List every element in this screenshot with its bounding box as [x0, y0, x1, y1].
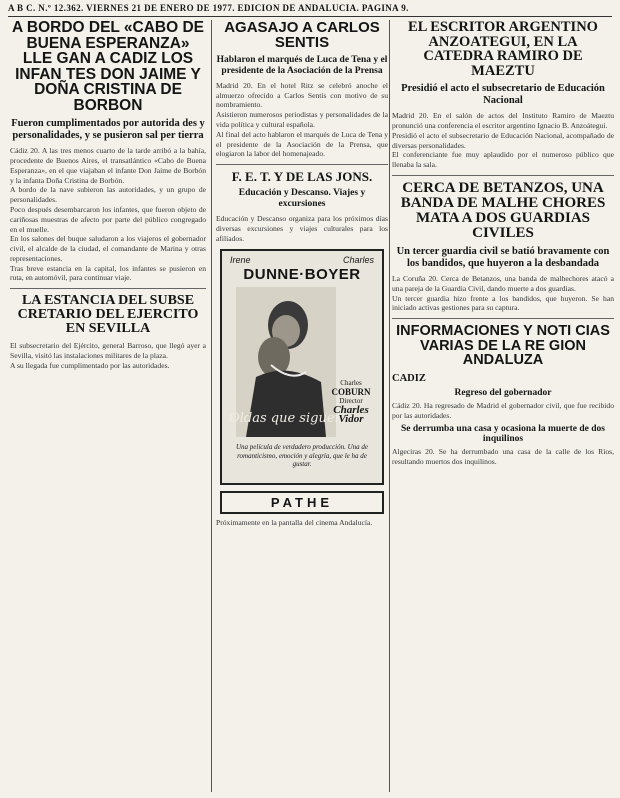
divider — [392, 318, 614, 319]
headline-cabo-buena-esperanza: A BORDO DEL «CABO DE BUENA ESPERANZA» LLE GAN A CADIZ LOS INFAN TES DON JAIME Y DOÑA CRISTINA DE BORBON — [11, 19, 205, 114]
paragraph: Madrid 20. En el salón de actos del Instituto Ramiro de Maeztu pronunció una conferencia el escritor argentino Ignacio B. Anzoátegui. — [392, 111, 614, 130]
paragraph: Educación y Descanso organiza para los próximos días diversas excursiones y viajes culturales para los afiliados. — [216, 214, 388, 243]
ad-director-label: Director — [339, 397, 363, 406]
ad-director: Charles Vidor — [333, 404, 369, 426]
paragraph: Tras breve estancia en la capital, los infantes se pusieron en ruta, en automóvil, para continuar viaje. — [10, 263, 206, 283]
paragraph: En los salones del buque saludaron a los viajeros el gobernador civil, el alcalde de la ciudad, el comandante de Marina y otras representaciones. — [10, 234, 206, 263]
paragraph: Próximamente en la pantalla del cinema Andalucía. — [216, 518, 373, 528]
column-divider — [389, 20, 390, 792]
ad-poster-illustration — [229, 287, 343, 437]
paragraph: La Coruña 20. Cerca de Betanzos, una banda de malhechores atacó a una pareja de la Guardia Civil, dando muerte a dos guardias. — [392, 274, 614, 293]
paragraph: Cádiz 20. A las tres menos cuarto de la tarde arribó a la bahía, procedente de Buenos Aires, el transatlántico «Cabo de Buena Esperanza», en el que viajaban el infante Don Jaime de Borbón y la infanta Doña Cristina de Borbón. — [10, 146, 206, 185]
paragraph: Algeciras 20. Se ha derrumbado una casa de la calle de los Ríos, resultando muertos dos inquilinos. — [392, 447, 614, 467]
subheadline: Presidió el acto el subsecretario de Educación Nacional — [401, 83, 605, 107]
subheadline: Educación y Descanso. Viajes y excursiones — [238, 188, 366, 210]
article-body — [216, 81, 388, 159]
headline-subsecretario: LA ESTANCIA DEL SUBSE CRETARIO DEL EJERCITO EN SEVILLA — [17, 293, 199, 337]
paragraph: El conferenciante fue muy aplaudido por el numeroso público que llenaba la sala. — [392, 150, 614, 170]
paragraph: El subsecretario del Ejército, general Barroso, que llegó ayer a Sevilla, visitó las instalaciones militares de la plaza. — [10, 341, 206, 361]
column-1 — [10, 20, 206, 792]
article-body — [216, 518, 388, 528]
paragraph: Asistieron numerosos periodistas y personalidades de la vida política y cultural española. — [216, 110, 388, 130]
column-divider — [211, 20, 212, 792]
article-body — [392, 111, 614, 170]
column-2 — [216, 20, 388, 792]
article-body — [392, 274, 614, 313]
paragraph: Madrid 20. En el hotel Ritz se celebró anoche el almuerzo ofrecido a Carlos Sentís con motivo de su nombramiento. — [216, 80, 388, 110]
paragraph: Poco después desembarcaron los infantes, que fueron objeto de cariñosas muestras de afecto por parte del público congregado en el muelle. — [10, 204, 206, 234]
headline-fet-jons: F. E. T. Y DE LAS JONS. — [231, 169, 373, 185]
column-3 — [392, 20, 614, 792]
paragraph: A su llegada fue cumplimentado por las autoridades. — [10, 360, 170, 370]
paragraph: Un tercer guardia hizo frente a los bandidos, que huyeron. Se han iniciado activas gestiones para su captura. — [392, 293, 614, 313]
divider — [216, 164, 388, 165]
ad-blurb: Una película de verdadero producción. Una de romanticismo, emoción y alegría, que le ha de gustar. — [236, 443, 368, 469]
ad-credits — [326, 379, 376, 424]
divider — [392, 175, 614, 176]
paragraph: A bordo de la nave subieron las autoridades, y un grupo de personalidades. — [10, 185, 206, 205]
divider — [10, 288, 206, 289]
ad-top-names — [230, 255, 374, 265]
ad-co-star: COBURN — [331, 387, 371, 398]
paragraph: Cádiz 20. Ha regresado de Madrid el gobernador civil, que fue recibido por las autoridades. — [392, 400, 614, 420]
place-label: CADIZ — [392, 372, 426, 384]
article-body — [392, 401, 614, 421]
subheadline: Hablaron el marqués de Luca de Tena y el presidente de la Asociación de la Prensa — [216, 55, 388, 76]
movie-advertisement — [220, 249, 384, 485]
article-body — [10, 146, 206, 283]
headline-anzoategui: EL ESCRITOR ARGENTINO ANZOATEGUI, EN LA CATEDRA RAMIRO DE MAEZTU — [408, 19, 598, 79]
paragraph: Presidió el acto el subsecretario de Educación Nacional, acompañado de diversas personalidades. — [392, 130, 614, 150]
article-body — [216, 214, 388, 243]
article-body — [392, 447, 614, 467]
ad-star-label: Charles — [340, 379, 362, 388]
subheadline: Regreso del gobernador — [454, 387, 552, 398]
headline-region-andaluza: INFORMACIONES Y NOTI CIAS VARIAS DE LA RE GION ANDALUZA — [396, 323, 610, 369]
headline-betanzos: CERCA DE BETANZOS, UNA BANDA DE MALHE CHORES MATA A DOS GUARDIAS CIVILES — [400, 179, 606, 241]
headline-agasajo: AGASAJO A CARLOS SENTIS — [224, 19, 380, 51]
page-header: A B C. N.º 12.362. VIERNES 21 DE ENERO DE 1977. EDICION DE ANDALUCIA. PAGINA 9. — [8, 3, 612, 17]
paragraph: Al final del acto hablaron el marqués de Luca de Tena y el presidente de la Asociación de la Prensa, que elogiaron la labor del homenajeado. — [216, 129, 388, 159]
article-body — [10, 341, 206, 370]
subheadline: Se derrumba una casa y ocasiona la muerte de dos inquilinos — [401, 424, 605, 445]
ad-star-names: DUNNE·BOYER — [243, 266, 361, 284]
subheadline: Un tercer guardia civil se batió bravamente con los bandidos, que huyeron a la desbandada — [396, 245, 610, 269]
ad-first-name-2: Charles — [342, 255, 374, 266]
pathe-logo: PATHE — [220, 491, 384, 514]
ad-film-title: Oldas que siguen — [229, 411, 343, 427]
ad-first-name-1: Irene — [230, 255, 251, 266]
subheadline: Fueron cumplimentados por autorida des y personalidades, y se pusieron sal per tierra — [11, 118, 205, 142]
